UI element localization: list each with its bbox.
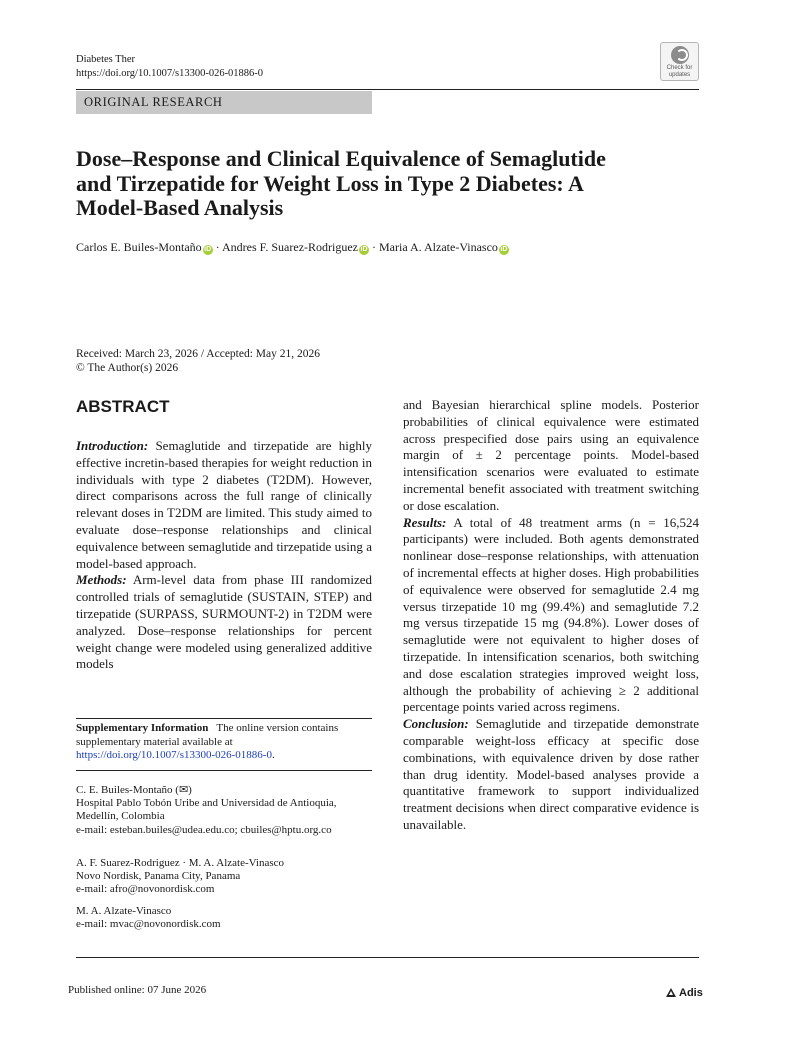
journal-header: [76, 53, 263, 81]
supplementary-end: .: [271, 749, 275, 761]
publisher-logo: [666, 987, 703, 1000]
copyright: © The Author(s) 2026: [76, 361, 179, 374]
check-for-updates-badge[interactable]: [660, 42, 699, 81]
methods-heading: Methods:: [76, 572, 127, 588]
supplementary-text: The online version contains supplementary material available at: [76, 722, 339, 748]
affiliation-email[interactable]: e-mail: esteban.builes@udea.edu.co; cbuiles@hptu.org.co: [76, 823, 332, 836]
orcid-icon[interactable]: iD: [204, 246, 212, 253]
adis-logo-icon: [666, 988, 676, 997]
abstract-results: [403, 515, 699, 717]
supplementary-rule: [76, 718, 372, 719]
check-badge-line-1: Check for: [666, 65, 693, 71]
section-label: ORIGINAL RESEARCH: [76, 91, 372, 114]
abstract-methods: [76, 572, 372, 673]
article-dates: [76, 348, 320, 375]
conclusion-text: Semaglutide and tirzepatide demonstrate comparable weight-loss efficacy at specific dose combinations, with equivalence driven by dose rather than drug identity. Model-based analyses provide a quantitative framework to support individualized treatment decisions when direct comparative evidence is unavailable.: [403, 716, 699, 832]
publisher-name: Adis: [679, 987, 703, 999]
results-text: A total of 48 treatment arms (n = 16,524 participants) were included. Both agents demonstrated nonlinear dose–response relationships, with attenuation of incremental effects at higher doses. High probabilities of equivalence were observed for semaglutide 2.4 mg versus tirzepatide 10 mg (99.4%) and semaglutide 7.2 mg versus tirzepatide 15 mg (94.8%). Lower doses of semaglutide were not equivalent to higher doses of tirzepatide. In intensification scenarios, both switching and dose escalation strategies improved weight loss, although the probability of achieving ≥ 2 additional percentage points varied across regimens.: [403, 514, 699, 715]
introduction-heading: Introduction:: [76, 438, 149, 453]
affiliation-email[interactable]: e-mail: afro@novonordisk.com: [76, 883, 215, 896]
affiliation-block: [76, 857, 372, 897]
article-doi[interactable]: https://doi.org/10.1007/s13300-026-01886-0: [76, 68, 264, 79]
orcid-icon[interactable]: iD: [500, 246, 508, 253]
methods-text: Arm-level data from phase III randomized controlled trials of semaglutide (SUSTAIN, STEP) and tirzepatide (SURPASS, SURMOUNT-2) in T2DM were analyzed. Dose–response relationships for percent weight change were modeled using generalized additive models: [76, 572, 372, 672]
affiliation-block: [76, 905, 372, 931]
check-badge-line-2: updates: [668, 71, 691, 78]
abstract-left-column: [76, 438, 372, 673]
received-accepted: Received: March 23, 2026 / Accepted: May 21, 2026: [76, 348, 320, 360]
published-online: Published online: 07 June 2026: [68, 984, 207, 996]
affiliation-institution: Hospital Pablo Tobón Uribe and Universidad de Antioquia, Medellín, Colombia: [76, 797, 337, 823]
supplementary-label: Supplementary Information: [76, 722, 209, 734]
author-separator: ·: [212, 240, 222, 254]
affiliation-name: C. E. Builes-Montaño (✉): [76, 784, 192, 796]
abstract-heading: ABSTRACT: [76, 397, 170, 416]
affiliation-name: M. A. Alzate-Vinasco: [76, 905, 172, 917]
abstract-right-column: [403, 397, 699, 834]
author-name: Andres F. Suarez-Rodriguez: [222, 240, 359, 254]
results-heading: Results:: [403, 514, 447, 530]
affiliation-name: A. F. Suarez-Rodriguez · M. A. Alzate-Vinasco: [76, 857, 285, 869]
journal-name: Diabetes Ther: [76, 54, 135, 65]
author-list: [76, 240, 509, 255]
footer-rule: [76, 957, 699, 958]
abstract-conclusion: [403, 716, 699, 834]
header-rule: [76, 89, 699, 90]
author-name: Maria A. Alzate-Vinasco: [379, 240, 498, 254]
affiliation-rule: [76, 770, 372, 771]
orcid-icon[interactable]: iD: [360, 246, 368, 253]
conclusion-heading: Conclusion:: [403, 716, 469, 732]
methods-continued: and Bayesian hierarchical spline models. Posterior probabilities of clinical equivalence were estimated across prespecified dose pairs using an equivalence margin of ± 2 percentage points. Model-based intensification scenarios were evaluated to estimate incremental benefit associated with treatment switching or dose escalation.: [403, 397, 699, 513]
introduction-text: Semaglutide and tirzepatide are highly effective incretin-based therapies for weight reduction in individuals with type 2 diabetes (T2DM). However, direct comparisons across the full range of clinically relevant doses in T2DM are limited. This study aimed to evaluate dose–response relationships and clinical equivalence between semaglutide and tirzepatide using a model-based approach.: [76, 438, 372, 571]
author-separator: ·: [369, 240, 380, 254]
refresh-icon: [671, 46, 689, 64]
affiliation-institution: Novo Nordisk, Panama City, Panama: [76, 870, 241, 883]
supplementary-info: [76, 722, 372, 763]
supplementary-link[interactable]: https://doi.org/10.1007/s13300-026-01886-0: [76, 749, 272, 761]
abstract-introduction: [76, 438, 372, 572]
author-name: Carlos E. Builes-Montaño: [76, 240, 202, 254]
affiliation-email[interactable]: e-mail: mvac@novonordisk.com: [76, 918, 221, 931]
article-title: Dose–Response and Clinical Equivalence of Semaglutide and Tirzepatide for Weight Loss in Type 2 Diabetes: A Model-Based Analysis: [76, 146, 606, 220]
affiliation-block: [76, 784, 372, 837]
